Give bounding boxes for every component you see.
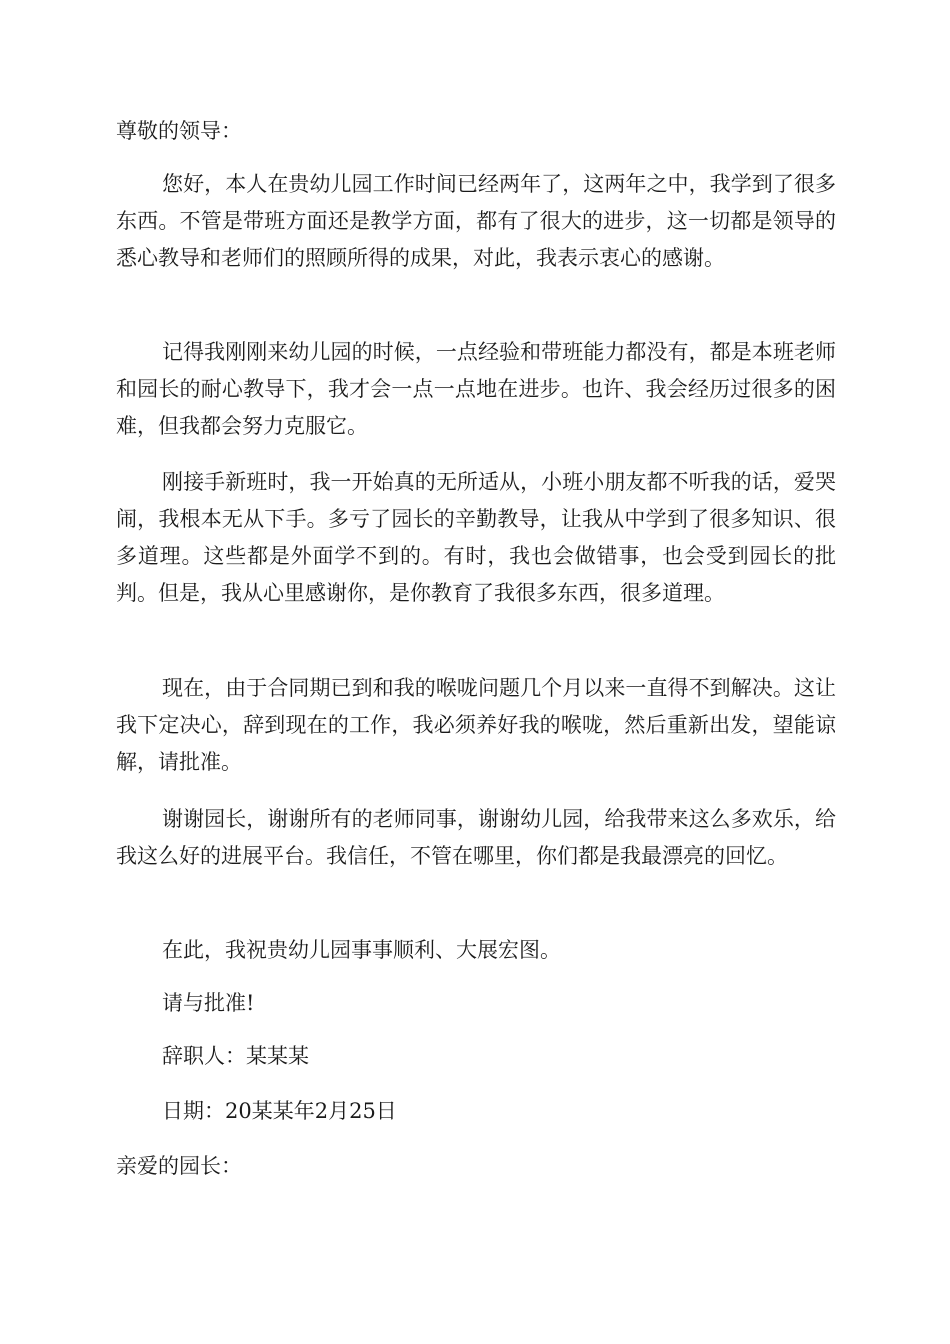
signature: 辞职人：某某某 [162,1044,309,1068]
paragraph-2: 记得我刚刚来幼儿园的时候，一点经验和带班能力都没有，都是本班老师和园长的耐心教导下，我才会一点一点地在进步。也许、我会经历过很多的困难，但我都会努力克服它。 [116,340,836,438]
paragraph-5: 谢谢园长，谢谢所有的老师同事，谢谢幼儿园，给我带来这么多欢乐，给我这么好的进展平台。我信任，不管在哪里，你们都是我最漂亮的回忆。 [116,807,836,868]
salutation: 尊敬的领导： [116,119,242,143]
closing-wish: 在此，我祝贵幼儿园事事顺利、大展宏图。 [162,938,561,962]
paragraph-1: 您好，本人在贵幼儿园工作时间已经两年了，这两年之中，我学到了很多东西。不管是带班方面还是教学方面，都有了很大的进步，这一切都是领导的悉心教导和老师们的照顾所得的成果，对此，我表示衷心的感谢。 [116,172,836,270]
paragraph-4: 现在，由于合同期已到和我的喉咙问题几个月以来一直得不到解决。这让我下定决心，辞到现在的工作，我必须养好我的喉咙，然后重新出发，望能谅解，请批准。 [116,676,836,774]
paragraph-3: 刚接手新班时，我一开始真的无所适从，小班小朋友都不听我的话，爱哭闹，我根本无从下手。多亏了园长的辛勤教导，让我从中学到了很多知识、很多道理。这些都是外面学不到的。有时，我也会做错事，也会受到园长的批判。但是，我从心里感谢你，是你教育了我很多东西，很多道理。 [116,470,836,605]
closing-request: 请与批准! [162,991,255,1015]
second-letter-salutation: 亲爱的园长： [116,1154,242,1178]
date: 日期：20某某年2月25日 [162,1099,397,1123]
